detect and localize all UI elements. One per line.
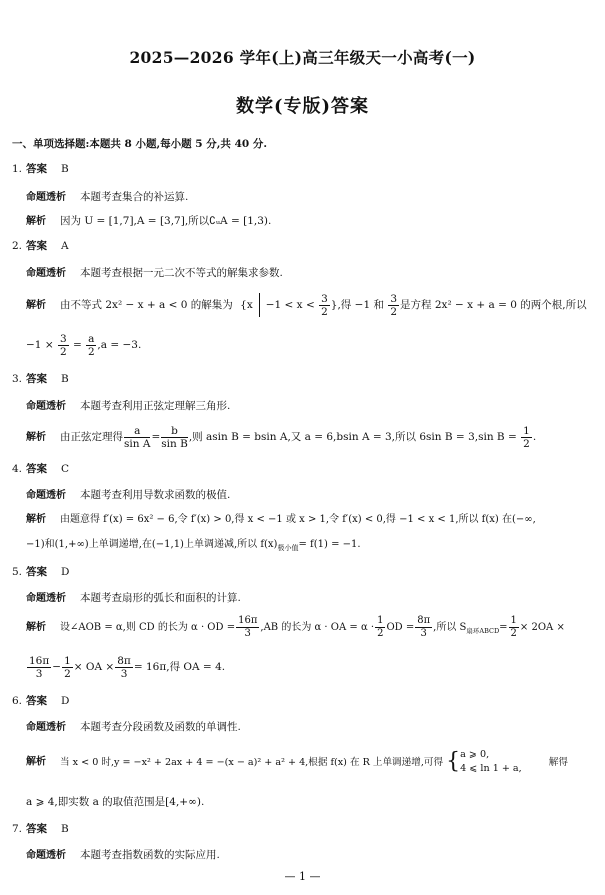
q5-answer: D — [61, 566, 70, 578]
set-brace: { — [240, 299, 247, 311]
fraction: $\frac{1}{2}$ — [523, 424, 530, 450]
fraction: $\frac{16\pi}{3}$ — [238, 615, 258, 639]
analysis-label: 解析 — [26, 216, 46, 227]
answer-label: 答案 — [26, 240, 48, 252]
q5-insight: 本题考查扇形的弧长和面积的计算. — [80, 592, 241, 604]
q4-analysis-cont — [26, 538, 361, 555]
q2-number: 2. — [12, 240, 23, 252]
q3-analysis-row — [26, 424, 536, 451]
q4-sub: 极小值 — [277, 544, 299, 552]
insight-label: 命题透析 — [26, 850, 66, 861]
page-number: — 1 — — [284, 870, 321, 883]
answer-label: 答案 — [26, 163, 48, 175]
fraction: $\frac{b}{\text{sin B}}$ — [161, 424, 188, 450]
q1-answer: B — [61, 163, 69, 175]
fraction: $\frac{16\pi}{3}$ — [29, 654, 50, 680]
q4-analysis-row — [26, 513, 536, 527]
q5-insight-row — [26, 591, 241, 606]
q2-analysis-b: ,得 −1 和 — [337, 299, 384, 311]
q6-answer: D — [61, 695, 70, 707]
fraction: $\frac{3}{2}$ — [59, 332, 67, 358]
fraction: $\frac{3}{2}$ — [390, 292, 397, 318]
q7-insight-row — [26, 848, 220, 863]
q3-number: 3. — [12, 373, 23, 385]
insight-label: 命题透析 — [26, 490, 66, 501]
q5-f: × 2OA × — [519, 622, 565, 633]
q4-answer-row — [12, 462, 69, 476]
q6-system — [460, 748, 522, 776]
q4-answer: C — [61, 463, 70, 475]
fraction: $\frac{8\pi}{3}$ — [117, 654, 131, 680]
q5-analysis-cont — [26, 654, 225, 680]
q2-analysis-row — [26, 292, 587, 319]
q1-analysis: 因为 U = [1,7],A = [3,7],所以∁ᵤA = [1,3). — [60, 215, 272, 227]
q6-a: 当 x < 0 时,y = −x² + 2ax + 4 = −(x − a)² + a² + 4,根据 f(x) 在 R 上单调递增,可得 — [60, 756, 444, 768]
q7-answer-row — [12, 822, 69, 836]
q6-analysis-row — [26, 747, 568, 778]
fraction: $\frac{1}{2}$ — [510, 615, 517, 639]
q4-number: 4. — [12, 463, 23, 475]
q2-analysis-c: 是方程 2x² − x + a = 0 的两个根,所以 — [400, 299, 587, 311]
q2-analysis-cont — [26, 332, 141, 358]
set-cond: −1 < x < — [265, 299, 315, 311]
fraction: $\frac{a}{\text{sin A}}$ — [124, 424, 151, 450]
page-title: 数学(专版)答案 — [235, 96, 370, 117]
q5-e: = — [499, 622, 508, 633]
q2-answer: A — [61, 240, 69, 252]
q6-sys-1: a ⩾ 0, — [460, 749, 490, 760]
q5-number: 5. — [12, 566, 23, 578]
q6-answer-row — [12, 694, 69, 708]
q7-number: 7. — [12, 823, 23, 835]
q2-insight-row — [26, 266, 283, 281]
insight-label: 命题透析 — [26, 593, 66, 604]
q5-sub: 扇环ABCD — [466, 627, 500, 635]
q3-analysis-c: . — [532, 431, 537, 443]
q2-cont-a: −1 × — [26, 339, 54, 351]
q7-insight: 本题考查指数函数的实际应用. — [80, 849, 220, 861]
q4-insight-row — [26, 488, 230, 503]
q4-end: = f(1) = −1. — [298, 539, 361, 550]
fraction: $\frac{a}{2}$ — [87, 332, 95, 358]
q1-insight: 本题考查集合的补运算. — [80, 191, 189, 203]
fraction: $\frac{8\pi}{3}$ — [417, 615, 431, 639]
q5-answer-row — [12, 565, 69, 579]
q5-d: ,所以 S — [433, 622, 467, 633]
q1-insight-row — [26, 190, 188, 205]
fraction: $\frac{3}{2}$ — [321, 292, 328, 318]
q5-cont-c: = 16π,得 OA = 4. — [133, 661, 226, 673]
q2-analysis-a: 由不等式 2x² − x + a < 0 的解集为 — [60, 299, 233, 311]
set-brace-close: } — [330, 299, 338, 311]
q4-analysis: 由题意得 f′(x) = 6x² − 6,令 f′(x) > 0,得 x < −1 或 x > 1,令 f′(x) < 0,得 −1 < x < 1,所以 f(x) 在(−∞, — [60, 514, 536, 525]
set-divider — [259, 293, 260, 317]
fraction: $\frac{1}{2}$ — [64, 654, 71, 680]
q4-cont: −1)和(1,+∞)上单调递增,在(−1,1)上单调递减,所以 f(x) — [26, 539, 278, 550]
q3-insight: 本题考查利用正弦定理解三角形. — [80, 400, 231, 412]
analysis-label: 解析 — [26, 514, 46, 525]
answer-label: 答案 — [26, 566, 48, 578]
analysis-label: 解析 — [26, 622, 46, 633]
set-var: x — [246, 299, 253, 311]
q6-analysis-cont: a ⩾ 4,即实数 a 的取值范围是[4,+∞). — [26, 796, 205, 808]
exam-title: 2025—2026 学年(上)高三年级天一小高考(一) — [129, 48, 476, 67]
q5-c: OD = — [386, 622, 415, 633]
q2-insight: 本题考查根据一元二次不等式的解集求参数. — [80, 267, 283, 279]
insight-label: 命题透析 — [26, 722, 66, 733]
answer-label: 答案 — [26, 463, 48, 475]
q3-answer: B — [61, 373, 69, 385]
q5-cont-a: − — [52, 661, 62, 673]
q2-answer-row — [12, 239, 69, 253]
q5-b: ,AB 的长为 α · OA = α · — [260, 622, 375, 633]
q3-insight-row — [26, 399, 230, 414]
q6-b: 解得 — [548, 756, 568, 768]
system-brace: { — [446, 749, 461, 774]
q3-analysis-a: 由正弦定理得 — [60, 431, 123, 443]
q6-insight-row — [26, 720, 241, 735]
q5-a: 设∠AOB = α,则 CD 的长为 α · OD = — [60, 622, 236, 633]
insight-label: 命题透析 — [26, 268, 66, 279]
insight-label: 命题透析 — [26, 401, 66, 412]
insight-label: 命题透析 — [26, 192, 66, 203]
answer-label: 答案 — [26, 823, 48, 835]
answer-label: 答案 — [26, 373, 48, 385]
q7-answer: B — [61, 823, 69, 835]
q6-sys-2: 4 ⩽ ln 1 + a, — [460, 763, 522, 774]
q2-cont-c: ,a = −3. — [97, 339, 142, 351]
q6-number: 6. — [12, 695, 23, 707]
fraction: $\frac{1}{2}$ — [377, 615, 384, 639]
equals: = — [151, 431, 161, 443]
q5-cont-b: × OA × — [73, 661, 115, 673]
answer-label: 答案 — [26, 695, 48, 707]
q3-answer-row — [12, 372, 69, 386]
q4-insight: 本题考查利用导数求函数的极值. — [80, 489, 231, 501]
q3-analysis-b: ,则 asin B = bsin A,又 a = 6,bsin A = 3,所以 6sin B = 3,sin B = — [188, 431, 517, 443]
q1-answer-row — [12, 162, 69, 176]
section-heading: 一、单项选择题:本题共 8 小题,每小题 5 分,共 40 分. — [12, 138, 267, 150]
analysis-label: 解析 — [26, 432, 46, 443]
analysis-label: 解析 — [26, 300, 46, 311]
q6-insight: 本题考查分段函数及函数的单调性. — [80, 721, 241, 733]
q2-cont-b: = — [73, 339, 82, 351]
analysis-label: 解析 — [26, 756, 46, 768]
q5-analysis-row — [26, 615, 565, 644]
q1-analysis-row — [26, 214, 271, 229]
q1-number: 1. — [12, 163, 23, 175]
